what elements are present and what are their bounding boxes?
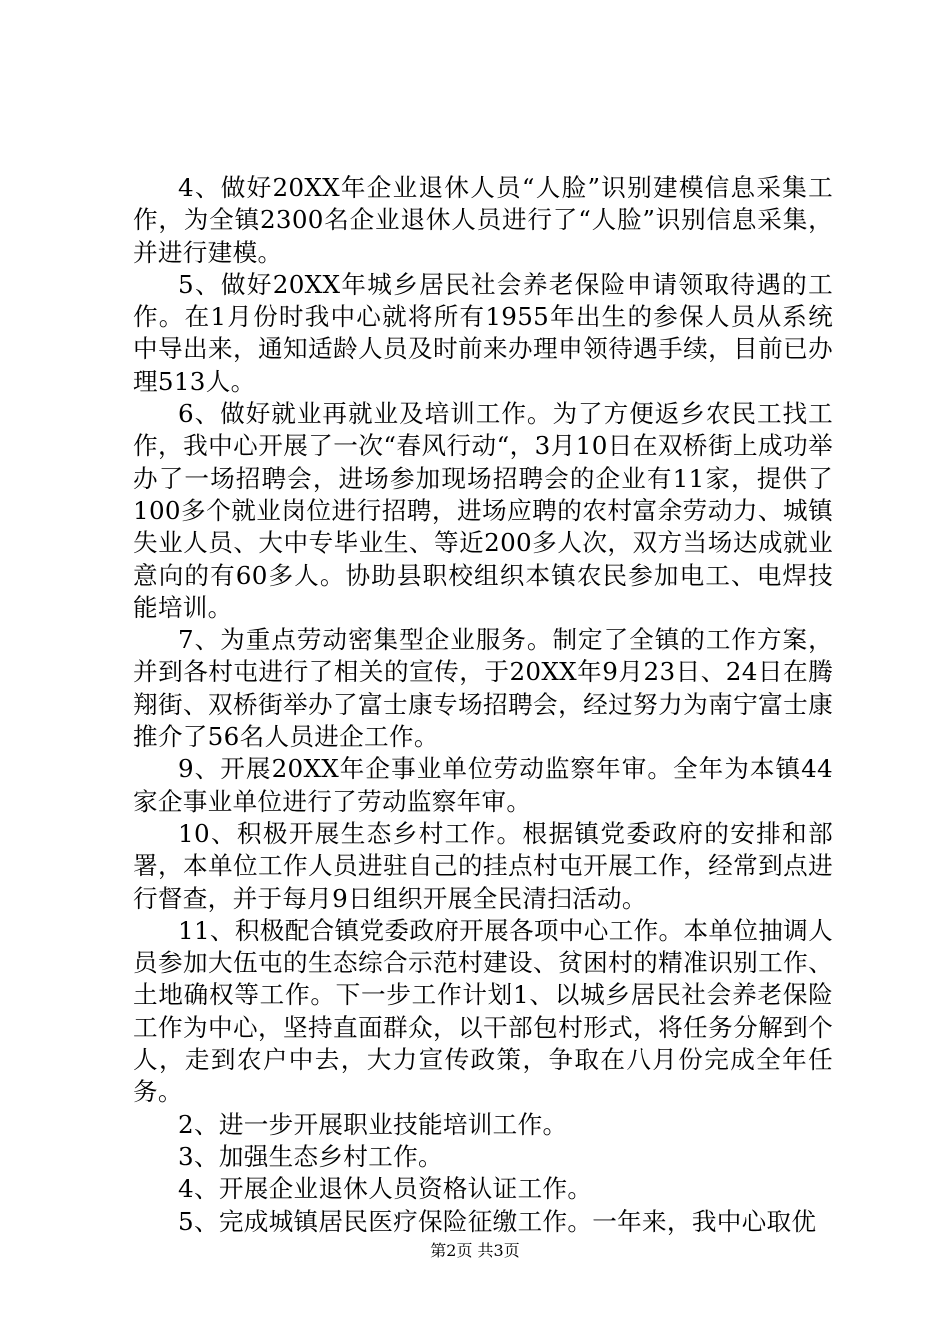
- paragraph-item-6-employment-training: 6、做好就业再就业及培训工作。为了方便返乡农民工找工作，我中心开展了一次“春风行动“，3月10日在双桥街上成功举办了一场招聘会，进场参加现场招聘会的企业有11家，提供了100多个就业岗位进行招聘，进场应聘的农村富余劳动力、城镇失业人员、大中专毕业生、等近200多人次，双方当场达成就业意向的有60多人。协助县职校组织本镇农民参加电工、电焊技能培训。: [133, 399, 833, 622]
- paragraph-item-11-central-work: 11、积极配合镇党委政府开展各项中心工作。本单位抽调人员参加大伍屯的生态综合示范村建设、贫困村的精准识别工作、土地确权等工作。下一步工作计划1、以城乡居民社会养老保险工作为中心，坚持直面群众，以干部包村形式，将任务分解到个人，走到农户中去，大力宣传政策，争取在八月份完成全年任务。: [133, 915, 833, 1107]
- paragraph-item-5-pension-benefits: 5、做好20XX年城乡居民社会养老保险申请领取待遇的工作。在1月份时我中心就将所有1955年出生的参保人员从系统中导出来，通知适龄人员及时前来办理申领待遇手续，目前已办理513人。: [133, 269, 833, 396]
- paragraph-plan-3-ecological-village: 3、加强生态乡村工作。: [178, 1141, 443, 1171]
- paragraph-item-4-face-recognition: 4、做好20XX年企业退休人员“人脸”识别建模信息采集工作，为全镇2300名企业退休人员进行了“人脸”识别信息采集，并进行建模。: [133, 173, 833, 267]
- document-body: [133, 172, 833, 1238]
- paragraph-item-9-labor-inspection: 9、开展20XX年企事业单位劳动监察年审。全年为本镇44家企事业单位进行了劳动监察年审。: [133, 754, 833, 816]
- paragraph-plan-2-skills-training: 2、进一步开展职业技能培训工作。: [178, 1109, 568, 1139]
- paragraph-plan-4-retiree-certification: 4、开展企业退休人员资格认证工作。: [178, 1174, 593, 1204]
- paragraph-item-7-enterprise-service: 7、为重点劳动密集型企业服务。制定了全镇的工作方案，并到各村屯进行了相关的宣传，于20XX年9月23日、24日在腾翔街、双桥街举办了富士康专场招聘会，经过努力为南宁富士康推介了56名人员进企工作。: [133, 625, 833, 752]
- paragraph-plan-5-medical-insurance: 5、完成城镇居民医疗保险征缴工作。一年来，我中心取优: [178, 1206, 817, 1236]
- page-footer: 第2页 共3页: [430, 1241, 520, 1260]
- paragraph-item-10-ecological-village: 10、积极开展生态乡村工作。根据镇党委政府的安排和部署，本单位工作人员进驻自己的挂点村屯开展工作，经常到点进行督查，并于每月9日组织开展全民清扫活动。: [133, 818, 833, 913]
